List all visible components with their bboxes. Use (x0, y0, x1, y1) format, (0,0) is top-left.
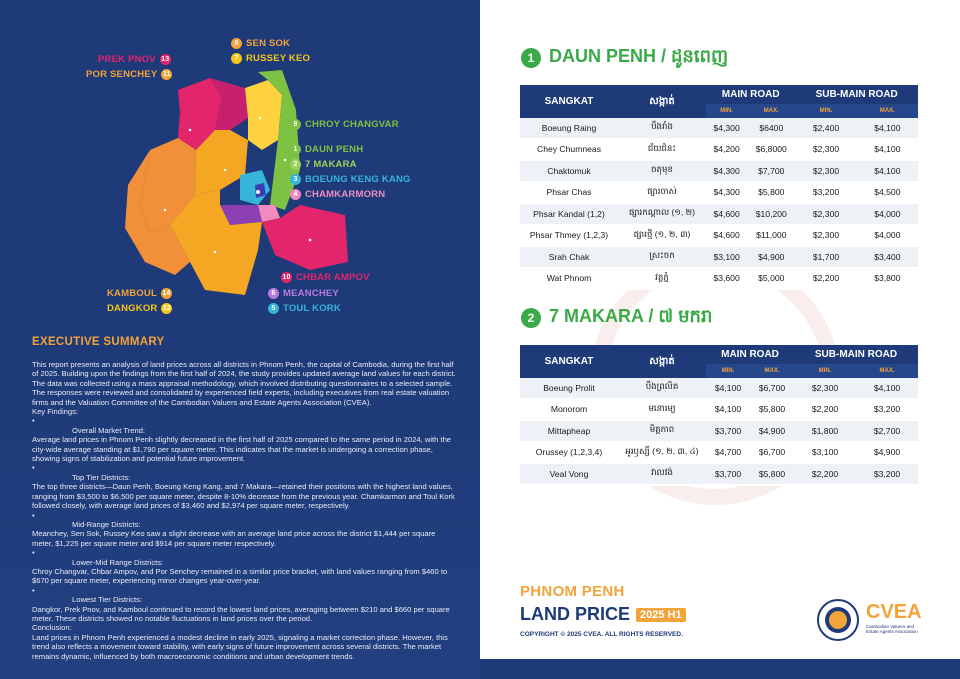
section-title-daun-penh (521, 44, 728, 71)
cell-sangkat: Boeung Raing (520, 118, 618, 139)
table-row (520, 160, 918, 182)
map-label-boeung-keng-kang: 3 BOEUNG KENG KANG (290, 174, 411, 185)
cell-sangkat-km: វាលវង់ (618, 463, 706, 485)
cell-sub-min: $2,300 (794, 378, 856, 399)
cvea-logo-text: CVEA (866, 601, 922, 623)
cell-main-min: $4,600 (706, 225, 747, 247)
cell-sangkat: Wat Phnom (520, 268, 618, 290)
cell-main-min: $3,600 (706, 268, 747, 290)
summary-bullet: • (32, 548, 35, 558)
section-title-text: DAUN PENH / ដូនពេញ (549, 46, 729, 66)
cell-main-min: $3,700 (706, 463, 750, 485)
cell-sub-max: $4,100 (857, 160, 918, 182)
table-row (520, 246, 918, 268)
district-map (0, 0, 480, 330)
cell-main-min: $4,200 (706, 139, 747, 161)
brand-title-land-price (520, 604, 686, 625)
cell-main-max: $5,800 (750, 399, 794, 421)
cell-main-max: $6,700 (750, 442, 794, 464)
cell-sangkat-km: អូរឫស្សី (១, ២, ៣, ៤) (618, 442, 706, 464)
cell-main-max: $6,8000 (747, 139, 795, 161)
footer-bar (480, 659, 960, 679)
cell-main-max: $6,700 (750, 378, 794, 399)
cell-main-max: $5,800 (750, 463, 794, 485)
table-row (520, 268, 918, 290)
summary-conclusion: Land prices in Phnom Penh experienced a modest decline in early 2025, signaling a market correction phase. However, this trend also reflects a movement toward stability, with early signs of future improvement across several districts. The market remains dynamic, influenced by both macroeconomic conditions and urban development trends. (32, 632, 448, 661)
col-max: MAX. (750, 364, 794, 378)
map-region-russey-keo (245, 80, 282, 150)
summary-method: The data was collected using a mass appraisal methodology, which involved distributing questionnaires to a selected sample. The responses were reviewed and consolidated by experienced field experts, including executives from real estate valuation firms and the Valuation Committee of the Cambodian Valuers and Estate Agents Association (CVEA). (32, 378, 453, 407)
executive-summary-body (32, 360, 458, 661)
cell-sangkat-km: ស្រះចក (618, 246, 706, 268)
cell-sangkat-km: បឹងព្រលិត (618, 378, 706, 399)
cell-sub-max: $4,100 (856, 378, 918, 399)
cell-sangkat-km: ផ្សារកណ្ដាល (១, ២) (618, 203, 706, 225)
summary-key-findings: Key Findings: (32, 407, 79, 417)
map-label-por-senchey: POR SENCHEY 11 (86, 69, 171, 80)
cell-sub-max: $4,000 (857, 203, 918, 225)
cell-main-max: $6400 (747, 118, 795, 139)
cell-main-max: $4,900 (747, 246, 795, 268)
cell-main-max: $11,000 (747, 225, 795, 247)
summary-mid: Meanchey, Sen Sok, Russey Keo saw a slight decrease with an average land price across the district $1,444 per square meter, $1,225 per square meter and $914 per square meter respectively. (32, 529, 436, 548)
cell-sangkat: Orussey (1,2,3,4) (520, 442, 618, 464)
cell-sub-min: $2,400 (795, 118, 856, 139)
summary-intro: This report presents an analysis of land prices across all districts in Phnom Penh, the capital of Cambodia, during the first half of 2025. Building upon the findings from the first half of 2024, the study provides updated average land values for each district. (32, 360, 456, 379)
cell-sub-min: $2,300 (795, 139, 856, 161)
summary-heading-top: Top Tier Districts: (72, 472, 131, 482)
cell-main-min: $3,100 (706, 246, 747, 268)
cell-main-max: $10,200 (747, 203, 795, 225)
col-sub-main-road: SUB-MAIN ROAD (795, 85, 918, 104)
table-row (520, 118, 918, 139)
col-max: MAX. (857, 104, 918, 118)
cell-main-min: $4,100 (706, 378, 750, 399)
table-row (520, 442, 918, 464)
cell-sub-max: $3,200 (856, 399, 918, 421)
map-label-sen-sok: 8 SEN SOK (231, 38, 290, 49)
cell-sangkat: Srah Chak (520, 246, 618, 268)
cell-main-max: $7,700 (747, 160, 795, 182)
cell-sangkat-km: ចតុមុខ (618, 160, 706, 182)
cell-main-min: $4,100 (706, 399, 750, 421)
col-min: MIN. (706, 104, 747, 118)
map-label-dangkor: DANGKOR 12 (107, 303, 172, 314)
map-label-chamkarmorn: 4 CHAMKARMORN (290, 189, 385, 200)
cell-sangkat-km: មិត្តភាព (618, 420, 706, 442)
summary-top: The top three districts—Daun Penh, Boeung Keng Kang, and 7 Makara—retained their positions with the highest land values, ranging from $3,500 to $6,500 per square meter, despite 8-10% decrease from the previous year. Chamkarmon and Toul Kork followed closely, with average land prices of $3,460 and $2,974 per square meter, respectively. (32, 482, 455, 511)
col-min: MIN. (794, 364, 856, 378)
cell-sub-max: $3,800 (857, 268, 918, 290)
map-region-toul-kork (240, 170, 270, 205)
cvea-subtitle: Cambodian Valuers and Estate Agents Association (866, 624, 918, 634)
summary-bullet: • (32, 510, 35, 520)
brand-period-badge: 2025 H1 (636, 608, 686, 622)
cell-sangkat: Phsar Chas (520, 182, 618, 204)
section-number: 2 (521, 308, 541, 328)
table-row (520, 203, 918, 225)
map-label-chroy-changvar: 9 CHROY CHANGVAR (290, 119, 399, 130)
col-min: MIN. (795, 104, 856, 118)
col-sangkat-km: សង្កាត់ (618, 345, 706, 378)
cell-sub-min: $2,300 (795, 203, 856, 225)
map-label-meanchey: 6 MEANCHEY (268, 288, 339, 299)
cell-sub-max: $4,100 (857, 118, 918, 139)
cell-main-min: $4,300 (706, 182, 747, 204)
cell-main-max: $5,000 (747, 268, 795, 290)
cell-sangkat: Mittapheap (520, 420, 618, 442)
cell-main-max: $5,800 (747, 182, 795, 204)
summary-heading-lowest: Lowest Tier Districts: (72, 595, 143, 605)
map-label-daun-penh: 1 DAUN PENH (290, 144, 363, 155)
cell-sangkat-km: ផ្សារចាស់ (618, 182, 706, 204)
col-max: MAX. (747, 104, 795, 118)
col-sangkat: SANGKAT (520, 85, 618, 118)
cell-sangkat: Chey Chumneas (520, 139, 618, 161)
cell-sub-min: $3,200 (795, 182, 856, 204)
cell-sub-min: $2,300 (795, 225, 856, 247)
cell-sangkat: Chaktomuk (520, 160, 618, 182)
cell-main-max: $4,900 (750, 420, 794, 442)
brand-title-city: PHNOM PENH (520, 583, 625, 600)
cell-sub-min: $1,800 (794, 420, 856, 442)
cell-main-min: $4,300 (706, 160, 747, 182)
cell-main-min: $4,300 (706, 118, 747, 139)
cell-sub-min: $2,200 (795, 268, 856, 290)
cell-sub-max: $4,100 (857, 139, 918, 161)
map-label-kamboul: KAMBOUL 14 (107, 288, 171, 299)
map-label-7-makara: 2 7 MAKARA (290, 159, 357, 170)
table-row (520, 378, 918, 399)
col-max: MAX. (856, 364, 918, 378)
cell-main-min: $3,700 (706, 420, 750, 442)
map-label-chbar-ampov: 10 CHBAR AMPOV (282, 272, 370, 283)
cvea-seal-logo (817, 599, 859, 641)
table-row (520, 139, 918, 161)
map-label-russey-keo: 7 RUSSEY KEO (231, 53, 310, 64)
cell-sub-min: $1,700 (795, 246, 856, 268)
cell-sangkat: Monorom (520, 399, 618, 421)
cell-sub-max: $4,900 (856, 442, 918, 464)
cell-sub-max: $4,000 (857, 225, 918, 247)
cell-sangkat-km: ជ័យជំនះ (618, 139, 706, 161)
summary-bullet: • (32, 585, 35, 595)
section-title-7-makara (521, 304, 712, 331)
table-row (520, 182, 918, 204)
executive-summary-title: EXECUTIVE SUMMARY (32, 336, 165, 348)
summary-heading-mid: Mid-Range Districts: (72, 519, 141, 529)
cell-sub-max: $3,400 (857, 246, 918, 268)
cell-sub-max: $3,200 (856, 463, 918, 485)
col-sub-main-road: SUB-MAIN ROAD (794, 345, 918, 364)
cell-main-min: $4,600 (706, 203, 747, 225)
summary-lowest: Dangkor, Prek Pnov, and Kamboul continued to record the lowest land prices, averaging between $210 and $660 per square meter. These districts showed no notable fluctuations in land prices over the period. (32, 604, 450, 623)
cell-sangkat-km: បឹងរាំង (618, 118, 706, 139)
map-label-prek-pnov: PREK PNOV 13 (98, 54, 170, 65)
cell-main-min: $4,700 (706, 442, 750, 464)
summary-bullet: • (32, 463, 35, 473)
cell-sangkat-km: វត្តភ្នំ (618, 268, 706, 290)
cell-sangkat: Veal Vong (520, 463, 618, 485)
section-title-text: 7 MAKARA / ៧ មករា (549, 306, 713, 326)
col-sangkat: SANGKAT (520, 345, 618, 378)
cell-sub-min: $3,100 (794, 442, 856, 464)
table-row (520, 463, 918, 485)
table-row (520, 399, 918, 421)
cell-sangkat: Phsar Thmey (1,2,3) (520, 225, 618, 247)
cell-sub-min: $2,200 (794, 399, 856, 421)
copyright-text: COPYRIGHT © 2025 CVEA. ALL RIGHTS RESERVED. (520, 631, 683, 638)
summary-overall: Average land prices in Phnom Penh slightly decreased in the first half of 2025 compared to the same period in 2024, with the city-wide average standing at $1,790 per square meter. This indicates that the market is undergoing a correction phase, showing signs of stabilization and potential future improvement. (32, 435, 452, 464)
col-sangkat-km: សង្កាត់ (618, 85, 706, 118)
map-label-toul-kork: 5 TOUL KORK (268, 303, 341, 314)
cell-sub-max: $4,500 (857, 182, 918, 204)
summary-lowmid: Chroy Changvar, Chbar Ampov, and Por Senchey remained in a similar price bracket, with land values ranging from $460 to $670 per square meter, experiencing minor changes year-over-year. (32, 566, 448, 586)
summary-heading-lowmid: Lower-Mid Range Districts: (72, 557, 164, 567)
col-main-road: MAIN ROAD (706, 345, 794, 364)
price-table-daun-penh (520, 85, 918, 290)
col-min: MIN. (706, 364, 750, 378)
col-main-road: MAIN ROAD (706, 85, 795, 104)
price-table-7-makara (520, 345, 918, 486)
cell-sub-min: $2,300 (795, 160, 856, 182)
cell-sub-max: $2,700 (856, 420, 918, 442)
cell-sangkat: Phsar Kandal (1,2) (520, 203, 618, 225)
summary-conclusion-heading: Conclusion: (32, 623, 72, 633)
summary-heading-overall: Overall Market Trend: (72, 425, 146, 435)
cell-sangkat-km: មនោរម្យ (618, 399, 706, 421)
cell-sub-min: $2,200 (794, 463, 856, 485)
summary-bullet: • (32, 416, 35, 426)
brand-land-price-text: LAND PRICE (520, 604, 631, 624)
table-row (520, 225, 918, 247)
cell-sangkat-km: ផ្សារថ្មី (១, ២, ៣) (618, 225, 706, 247)
section-number: 1 (521, 48, 541, 68)
cell-sangkat: Boeung Prolit (520, 378, 618, 399)
table-row (520, 420, 918, 442)
